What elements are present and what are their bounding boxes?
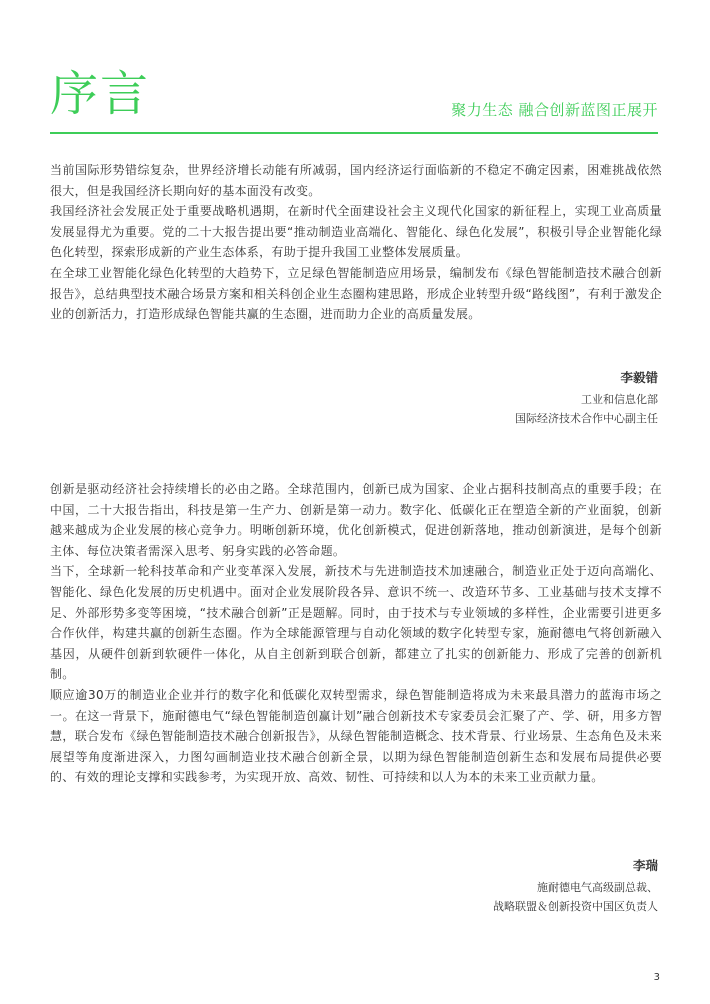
paragraph: 在全球工业智能化绿色化转型的大趋势下，立足绿色智能制造应用场景，编制发布《绿色智能制造技术融合创新报告》，总结典型技术融合场景方案和相关科创企业生态圈构建思路，形成企业转型升级“路线图”，有利于激发企业的创新活力，打造形成绿色智能共赢的生态圈，进而助力企业的高质量发展。: [50, 265, 662, 322]
title-divider: [50, 132, 658, 134]
signature-block-2: [493, 856, 658, 916]
paragraph: 当前国际形势错综复杂，世界经济增长动能有所减弱，国内经济运行面临新的不稳定不确定因素，困难挑战依然很大，但是我国经济长期向好的基本面没有改变。: [50, 163, 662, 198]
preface-section-1: [50, 160, 662, 325]
signature-block-1: [515, 368, 658, 428]
signature-title-line: 战略联盟＆创新投资中国区负责人: [493, 900, 658, 913]
paragraph: 顺应逾30万的制造业企业并行的数字化和低碳化双转型需求，绿色智能制造将成为未来最具潜力的蓝海市场之一。在这一背景下，施耐德电气“绿色智能制造创赢计划”融合创新技术专家委员会汇聚了产、学、研，用多方智慧，联合发布《绿色智能制造技术融合创新报告》，从绿色智能制造概念、技术背景、行业场景、生态角色及未来展望等角度渐进深入，力图勾画制造业技术融合创新全景，以期为绿色智能制造创新生态和发展布局提供必要的、有效的理论支撑和实践参考，为实现开放、高效、韧性、可持续和以人为本的未来工业贡献力量。: [50, 687, 662, 785]
paragraph: 创新是驱动经济社会持续增长的必由之路。全球范围内，创新已成为国家、企业占据科技制高点的重要手段；在中国，二十大报告指出，科技是第一生产力、创新是第一动力。数字化、低碳化正在塑造全新的产业面貌，创新越来越成为企业发展的核心竞争力。明晰创新环境，优化创新模式，促进创新落地，推动创新演进，是每个创新主体、每位决策者需深入思考、躬身实践的必答命题。: [50, 482, 662, 558]
signature-title-line: 国际经济技术合作中心副主任: [515, 412, 658, 425]
page-title: 序言: [50, 66, 151, 122]
signature-name: 李毅错: [620, 370, 658, 385]
page-number: 3: [653, 972, 660, 983]
signature-title-line: 施耐德电气高级副总裁、: [537, 881, 658, 894]
preface-section-2: [50, 479, 662, 788]
page-subtitle: 聚力生态 融合创新蓝图正展开: [451, 101, 658, 119]
signature-name: 李瑞: [632, 858, 658, 873]
paragraph: 当下，全球新一轮科技革命和产业变革深入发展，新技术与先进制造技术加速融合，制造业正处于迈向高端化、智能化、绿色化发展的历史机遇中。面对企业发展阶段各异、意识不统一、改造环节多、工业基础与技术支撑不足、外部形势多变等困境，“技术融合创新”正是题解。同时，由于技术与专业领域的多样性，企业需要引进更多合作伙伴，构建共赢的创新生态圈。作为全球能源管理与自动化领域的数字化转型专家，施耐德电气将创新融入基因，从硬件创新到软硬件一体化，从自主创新到联合创新，都建立了扎实的创新能力、形成了完善的创新机制。: [50, 564, 662, 682]
paragraph: 我国经济社会发展正处于重要战略机遇期，在新时代全面建设社会主义现代化国家的新征程上，实现工业高质量发展显得尤为重要。党的二十大报告提出要“推动制造业高端化、智能化、绿色化发展”，积极引导企业智能化绿色化转型，探索形成新的产业生态体系，有助于提升我国工业整体发展质量。: [50, 204, 662, 260]
signature-title-line: 工业和信息化部: [581, 393, 658, 406]
